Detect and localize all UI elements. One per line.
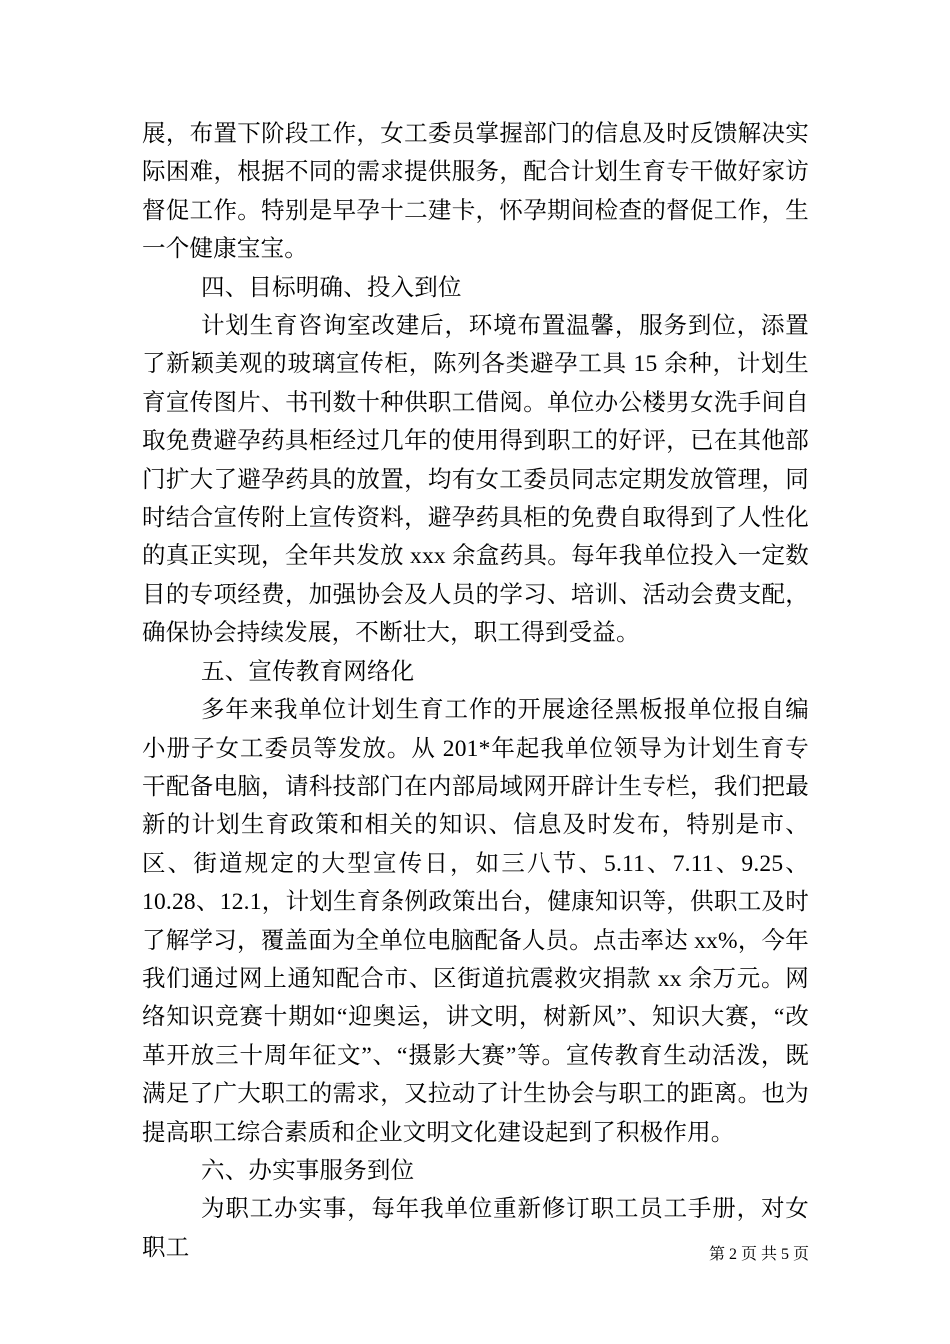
section-heading-4: 四、目标明确、投入到位 [201, 274, 462, 301]
page-number: 第 2 页 共 5 页 [708, 1246, 809, 1263]
section-heading-6: 六、办实事服务到位 [201, 1157, 415, 1184]
document-text-block [142, 115, 809, 1267]
paragraph-continuation: 展，布置下阶段工作，女工委员掌握部门的信息及时反馈解决实际困难，根据不同的需求提供服务，配合计划生育专干做好家访督促工作。特别是早孕十二建卡，怀孕期间检查的督促工作，生一个健康宝宝。 [142, 121, 809, 263]
section-heading-5: 五、宣传教育网络化 [201, 658, 415, 685]
paragraph-section-5: 多年来我单位计划生育工作的开展途径黑板报单位报自编小册子女工委员等发放。从 201*年起我单位领导为计划生育专干配备电脑，请科技部门在内部局域网开辟计生专栏，我们把最新的计划生育政策和相关的知识、信息及时发布，特别是市、区、街道规定的大型宣传日，如三八节、5.11、7.11、9.25、10.28、12.1，计划生育条例政策出台，健康知识等，供职工及时了解学习，覆盖面为全单位电脑配备人员。点击率达 xx%，今年我们通过网上通知配合市、区街道抗震救灾捐款 xx 余万元。网络知识竞赛十期如“迎奥运，讲文明，树新风”、知识大赛，“改革开放三十周年征文”、“摄影大赛”等。宣传教育生动活泼，既满足了广大职工的需求，又拉动了计生协会与职工的距离。也为提高职工综合素质和企业文明文化建设起到了积极作用。 [142, 697, 809, 1146]
paragraph-section-4: 计划生育咨询室改建后，环境布置温馨，服务到位，添置了新颖美观的玻璃宣传柜，陈列各类避孕工具 15 余种，计划生育宣传图片、书刊数十种供职工借阅。单位办公楼男女洗手间自取免费避孕药具柜经过几年的使用得到职工的好评，已在其他部门扩大了避孕药具的放置，均有女工委员同志定期发放管理，同时结合宣传附上宣传资料，避孕药具柜的免费自取得到了人性化的真正实现，全年共发放 xxx 余盒药具。每年我单位投入一定数目的专项经费，加强协会及人员的学习、培训、活动会费支配，确保协会持续发展，不断壮大，职工得到受益。 [142, 313, 809, 647]
page-footer [142, 1245, 809, 1265]
paragraph-section-6: 为职工办实事，每年我单位重新修订职工员工手册，对女职工 [142, 1196, 809, 1261]
